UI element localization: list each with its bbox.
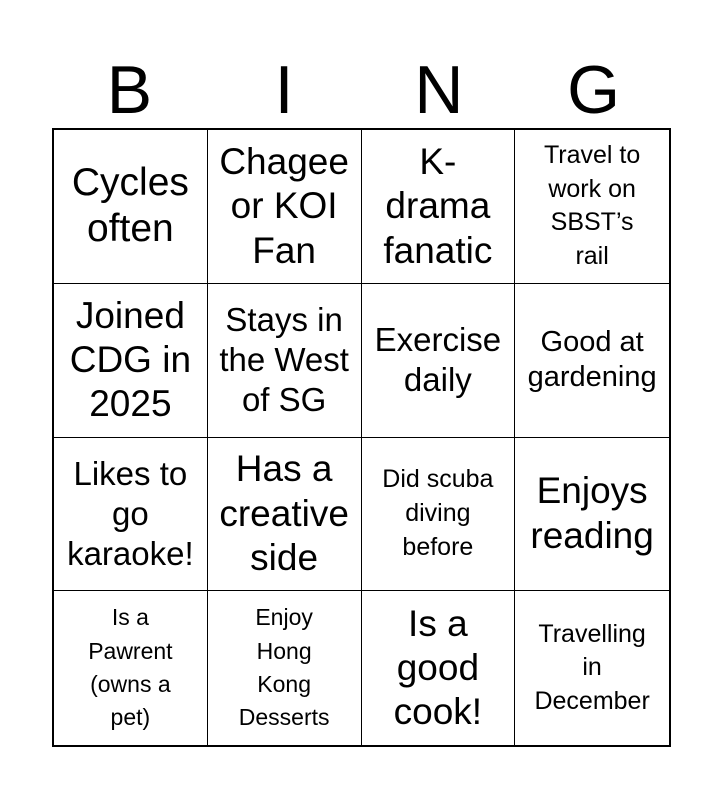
bingo-cell-text: Travelling in December: [534, 619, 650, 715]
header-letter-i: I: [274, 52, 294, 128]
bingo-cell[interactable]: [54, 130, 208, 284]
header-letter-n: N: [414, 52, 464, 128]
bingo-board: [52, 128, 671, 747]
bingo-cell-text: Cycles often: [71, 161, 189, 251]
bingo-cell[interactable]: [208, 284, 362, 438]
bingo-cell[interactable]: [208, 438, 362, 592]
bingo-cell[interactable]: [515, 591, 669, 745]
bingo-cell-text: Did scuba diving before: [382, 465, 494, 561]
bingo-cell[interactable]: [54, 438, 208, 592]
bingo-cell-text: Good at gardening: [527, 326, 657, 394]
bingo-cell-text: Chagee or KOI Fan: [219, 140, 349, 271]
bingo-cell[interactable]: [362, 284, 516, 438]
header-letter-b: B: [106, 52, 153, 128]
header-letter-g: G: [567, 52, 621, 128]
bingo-cell-text: Is a good cook!: [393, 602, 483, 733]
bingo-cell-text: Has a creative side: [219, 448, 349, 579]
bingo-cell-text: Is a Pawrent (owns a pet): [88, 604, 173, 731]
bingo-cell[interactable]: [362, 130, 516, 284]
bingo-cell-text: Likes to go karaoke!: [67, 454, 194, 572]
bingo-cell-text: Enjoy Hong Kong Desserts: [238, 604, 330, 731]
bingo-cell[interactable]: [208, 130, 362, 284]
bingo-cell[interactable]: [515, 130, 669, 284]
bingo-cell[interactable]: [54, 284, 208, 438]
bingo-cell[interactable]: [515, 438, 669, 592]
bingo-cell-text: Exercise daily: [374, 320, 502, 399]
bingo-cell[interactable]: [515, 284, 669, 438]
bingo-header: [52, 52, 671, 128]
bingo-cell-text: Joined CDG in 2025: [69, 294, 192, 425]
bingo-cell[interactable]: [362, 438, 516, 592]
bingo-cell-text: Travel to work on SBST’s rail: [543, 140, 641, 271]
bingo-cell-text: Stays in the West of SG: [219, 300, 349, 419]
bingo-cell-text: Enjoys reading: [530, 470, 654, 556]
bingo-cell[interactable]: [208, 591, 362, 745]
bingo-cell-text: K- drama fanatic: [383, 140, 493, 271]
bingo-cell[interactable]: [362, 591, 516, 745]
bingo-cell[interactable]: [54, 591, 208, 745]
